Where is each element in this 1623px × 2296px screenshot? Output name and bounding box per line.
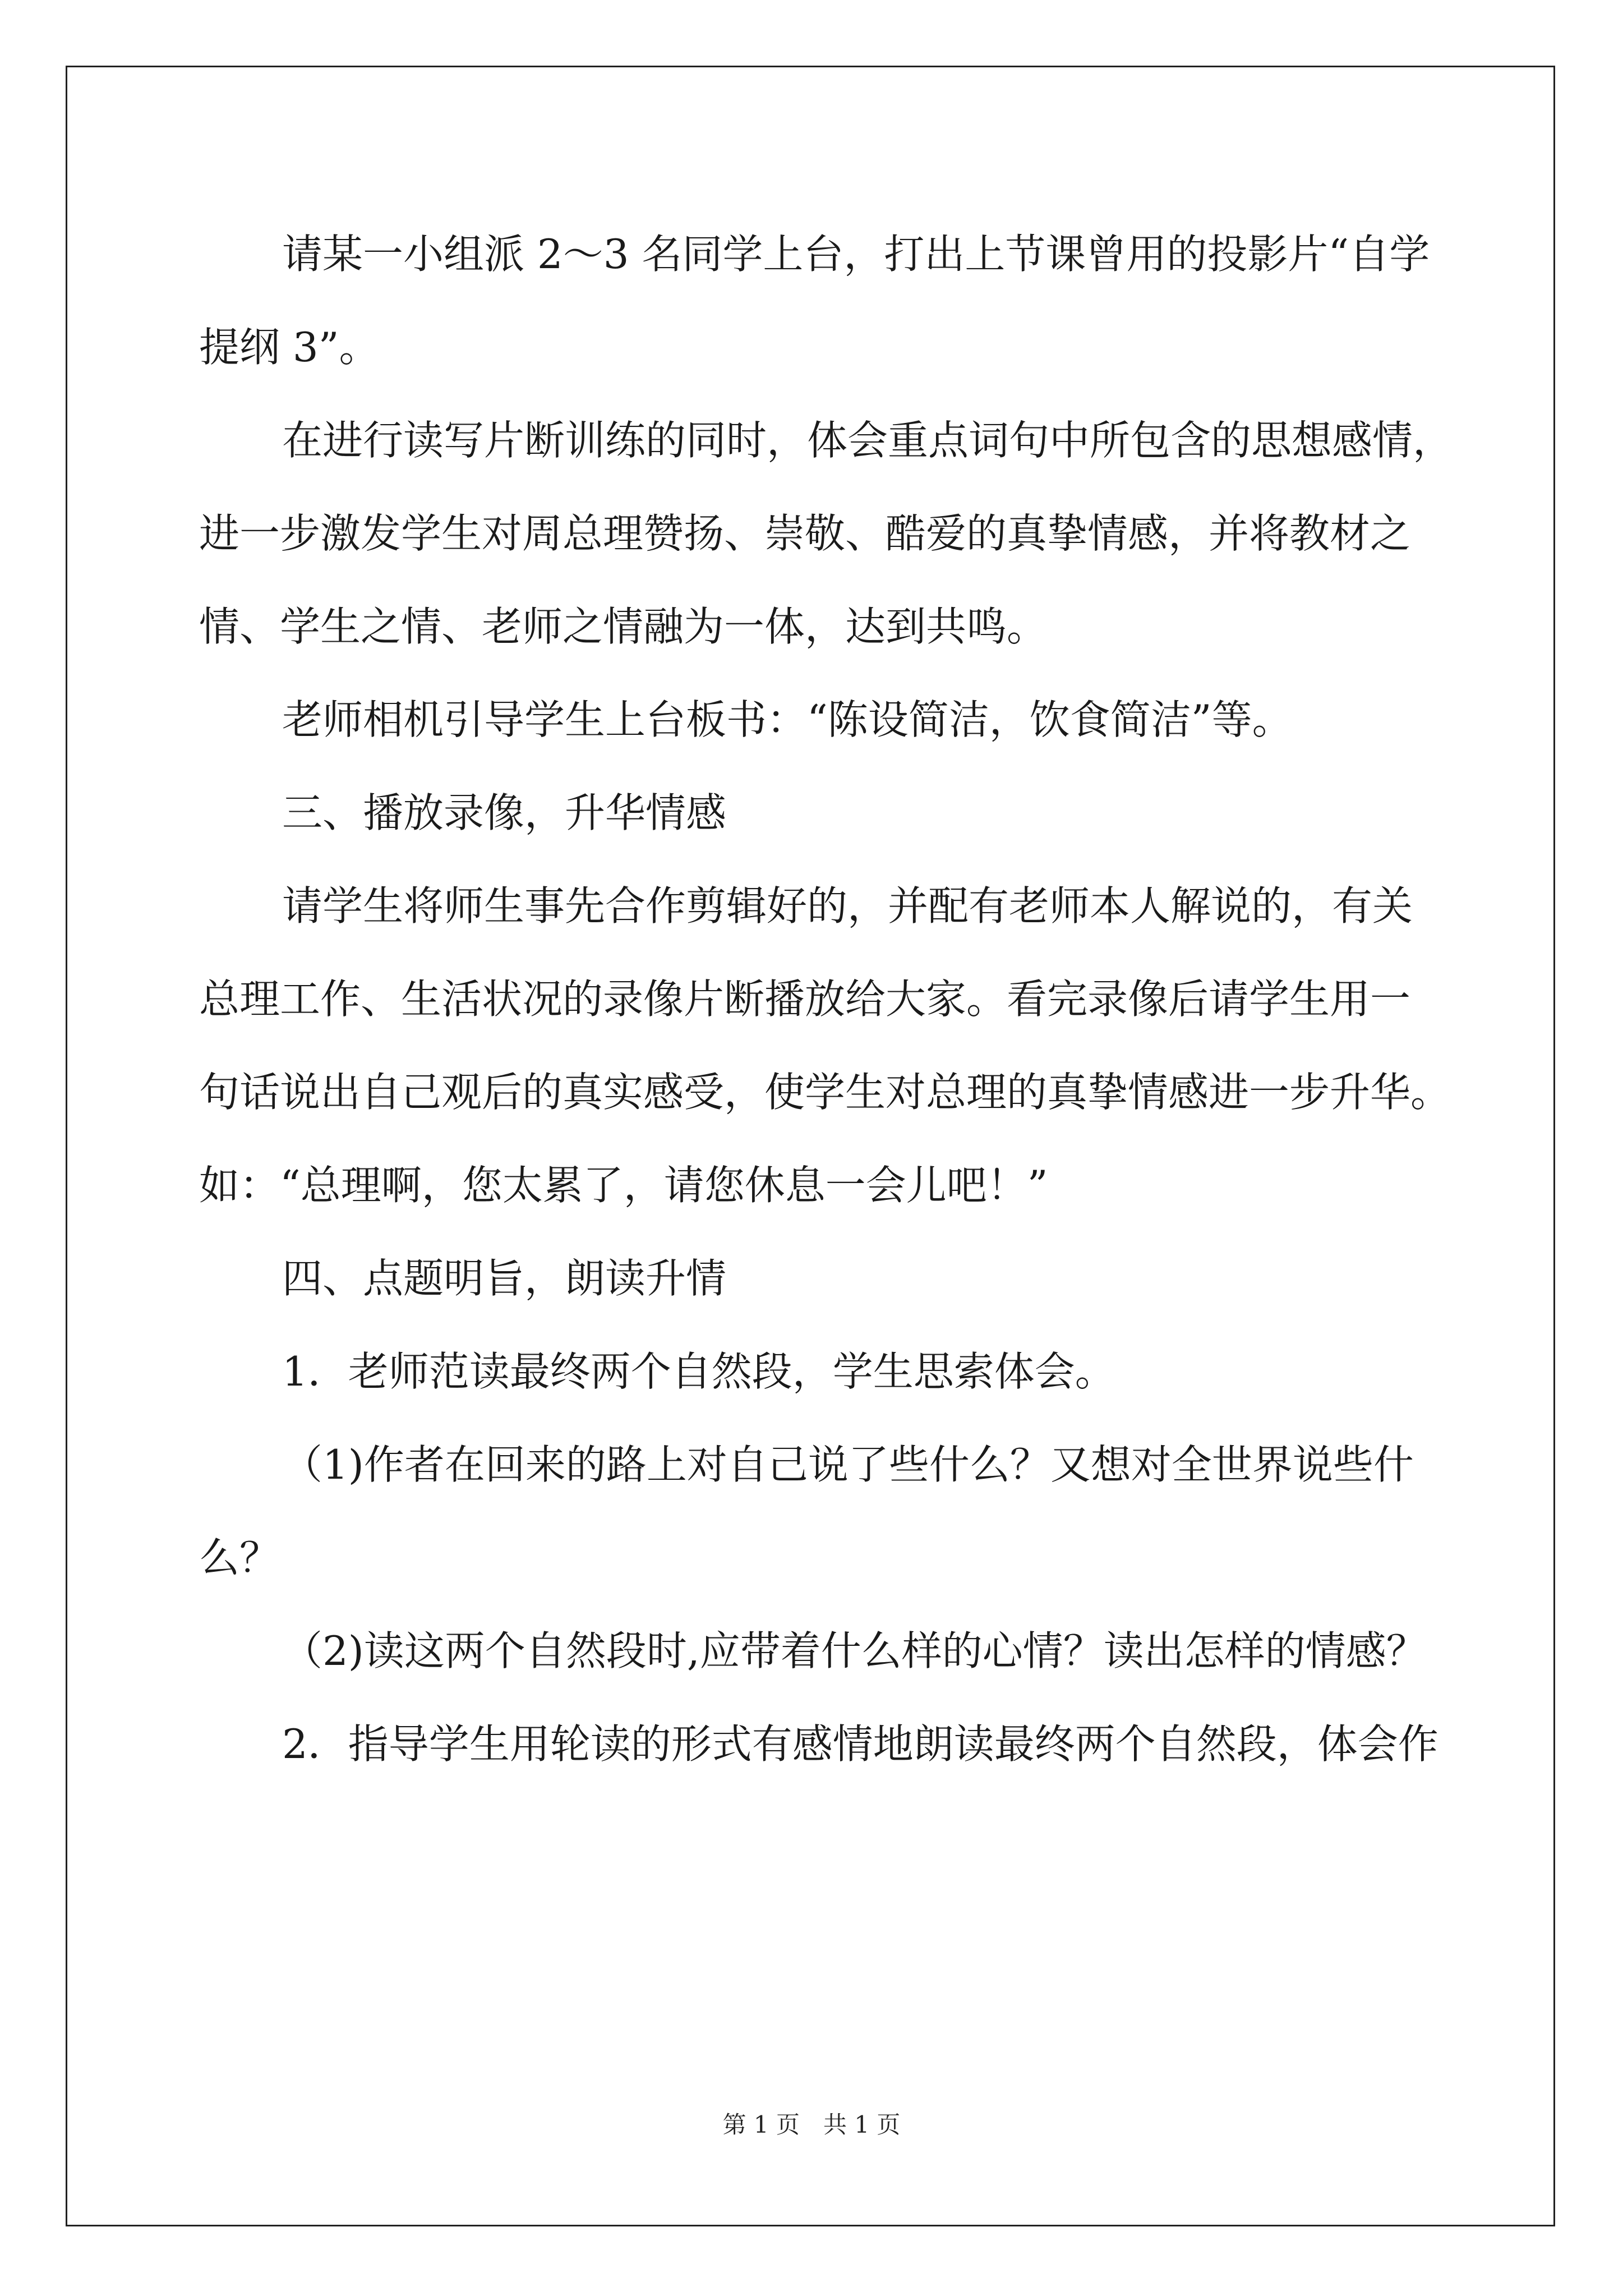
paragraph-line: 么？ [199, 1534, 280, 1581]
list-item: 1．老师范读最终两个自然段，学生思索体会。 [282, 1348, 1115, 1395]
paragraph-line: 句话说出自己观后的真实感受，使学生对总理的真挚情感进一步升华。 [199, 1069, 1451, 1116]
document-body [199, 208, 1461, 1791]
section-heading: 三、播放录像，升华情感 [282, 789, 727, 836]
paragraph-line: 情、学生之情、老师之情融为一体，达到共鸣。 [199, 603, 1048, 650]
paragraph-line: 提纲 3”。 [199, 324, 380, 371]
list-item: （1)作者在回来的路上对自己说了些什么？又想对全世界说些什 [282, 1441, 1414, 1488]
paragraph-line: 在进行读写片断训练的同时，体会重点词句中所包含的思想感情， [282, 417, 1454, 464]
list-item: （2)读这两个自然段时,应带着什么样的心情？读出怎样的情感？ [282, 1627, 1427, 1674]
page-footer: 第 1 页 共 1 页 [722, 2111, 901, 2138]
paragraph-line: 老师相机引导学生上台板书：“陈设简洁，饮食简洁”等。 [282, 696, 1293, 743]
paragraph-line: 请某一小组派 2～3 名同学上台，打出上节课曾用的投影片“自学 [282, 231, 1430, 278]
section-heading: 四、点题明旨，朗读升情 [282, 1255, 727, 1302]
paragraph-line: 总理工作、生活状况的录像片断播放给大家。看完录像后请学生用一 [199, 976, 1411, 1023]
list-item: 2．指导学生用轮读的形式有感情地朗读最终两个自然段，体会作 [282, 1720, 1438, 1768]
paragraph-line: 进一步激发学生对周总理赞扬、崇敬、酷爱的真挚情感，并将教材之 [199, 510, 1411, 557]
paragraph-line: 请学生将师生事先合作剪辑好的，并配有老师本人解说的，有关 [282, 882, 1413, 930]
paragraph-line: 如：“总理啊，您太累了，请您休息一会儿吧！” [199, 1162, 1048, 1209]
